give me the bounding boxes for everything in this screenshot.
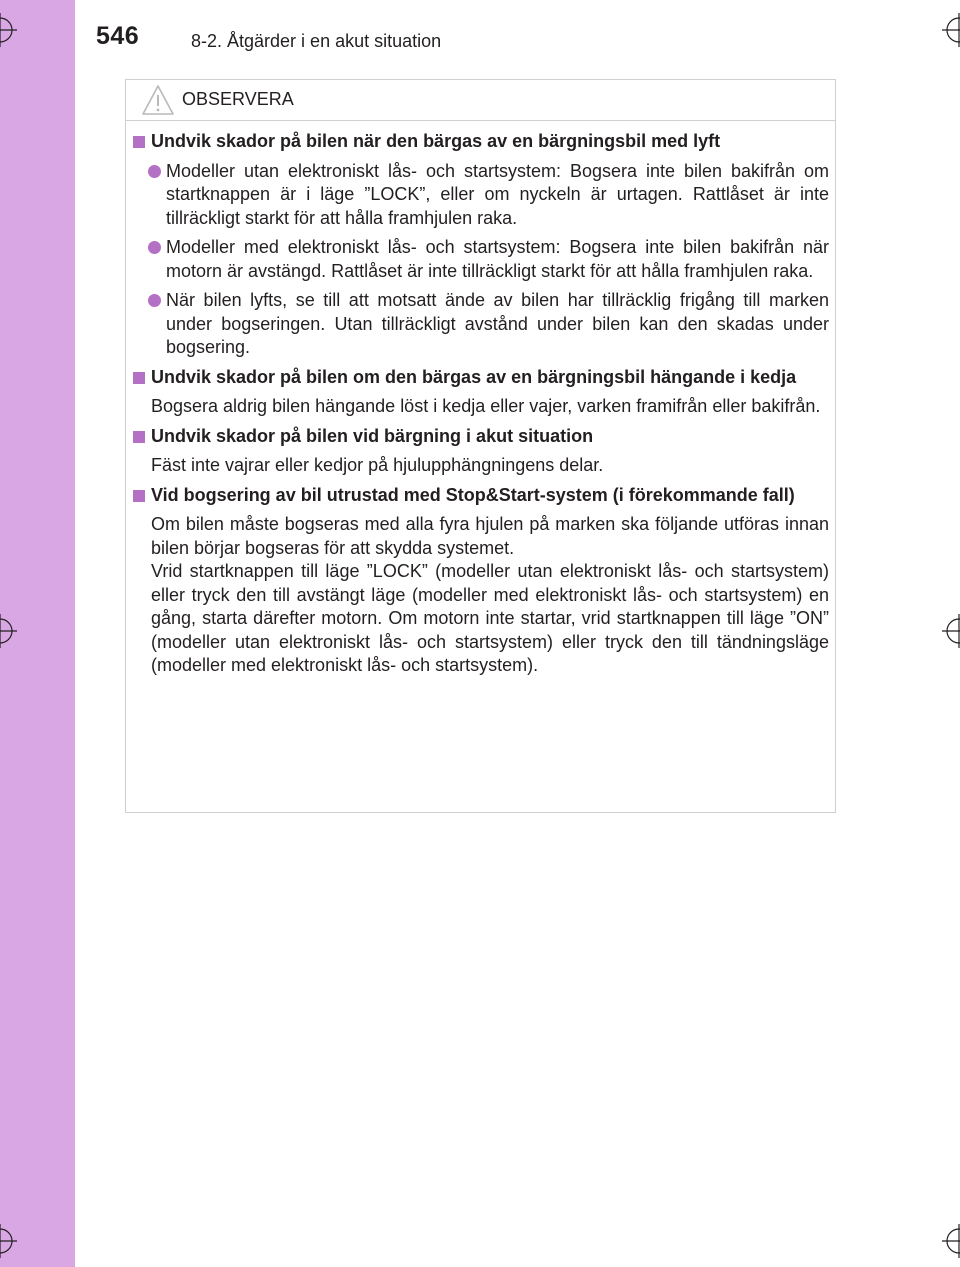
caution-box <box>125 79 836 813</box>
square-bullet-icon <box>133 431 145 443</box>
caution-header <box>126 80 835 121</box>
section-text: Om bilen måste bogseras med alla fyra hjulen på marken ska följande utföras innan bilen börjar bogseras för att skydda systemet. <box>151 514 829 558</box>
caution-body <box>133 130 829 684</box>
bullet-item: När bilen lyfts, se till att motsatt ände av bilen har tillräcklig frigång till marken under bogseringen. Utan tillräckligt avstånd under bilen kan den skadas under bogsering. <box>133 289 829 360</box>
crop-mark-icon <box>942 13 960 47</box>
caution-section <box>133 366 829 419</box>
round-bullet-icon <box>148 241 161 254</box>
section-heading: Undvik skador på bilen vid bärgning i akut situation <box>133 425 829 449</box>
square-bullet-icon <box>133 372 145 384</box>
section-heading: Vid bogsering av bil utrustad med Stop&Start-system (i förekommande fall) <box>133 484 829 508</box>
crop-mark-icon <box>0 13 17 47</box>
section-text: Bogsera aldrig bilen hängande löst i kedja eller vajer, varken framifrån eller bakifrån. <box>151 396 821 416</box>
chapter-title: 8-2. Åtgärder i en akut situation <box>191 31 442 51</box>
warning-triangle-icon <box>141 84 175 116</box>
round-bullet-icon <box>148 294 161 307</box>
crop-mark-icon <box>942 614 960 648</box>
square-bullet-icon <box>133 136 145 148</box>
caution-section <box>133 425 829 478</box>
bullet-item: Modeller utan elektroniskt lås- och startsystem: Bogsera inte bilen bakifrån om startknappen är i läge ”LOCK”, eller om nyckeln är urtagen. Rattlåset är inte tillräckligt starkt för att hålla framhjulen raka. <box>133 160 829 231</box>
caution-section <box>133 484 829 678</box>
caution-section <box>133 130 829 360</box>
section-text: Vrid startknappen till läge ”LOCK” (modeller utan elektroniskt lås- och startsystem) eller tryck den till avstängt läge (modeller med elektroniskt lås- och startsystem) en gång, starta därefter motorn. Om motorn inte startar, vrid startknappen till läge ”ON” (modeller utan elektroniskt lås- och startsystem) eller tryck den till tändningsläge (modeller med elektroniskt lås- och startsystem). <box>151 561 829 675</box>
crop-mark-icon <box>942 1224 960 1258</box>
round-bullet-icon <box>148 165 161 178</box>
caution-title: OBSERVERA <box>182 89 294 109</box>
square-bullet-icon <box>133 490 145 502</box>
section-heading: Undvik skador på bilen när den bärgas av en bärgningsbil med lyft <box>133 130 829 154</box>
page-number: 546 <box>96 22 140 50</box>
section-heading: Undvik skador på bilen om den bärgas av en bärgningsbil hängande i kedja <box>133 366 829 390</box>
crop-mark-icon <box>0 1224 17 1258</box>
bullet-item: Modeller med elektroniskt lås- och startsystem: Bogsera inte bilen bakifrån när motorn är avstängd. Rattlåset är inte tillräckligt starkt för att hålla framhjulen raka. <box>133 236 829 283</box>
crop-mark-icon <box>0 614 17 648</box>
section-text: Fäst inte vajrar eller kedjor på hjulupphängningens delar. <box>151 455 604 475</box>
